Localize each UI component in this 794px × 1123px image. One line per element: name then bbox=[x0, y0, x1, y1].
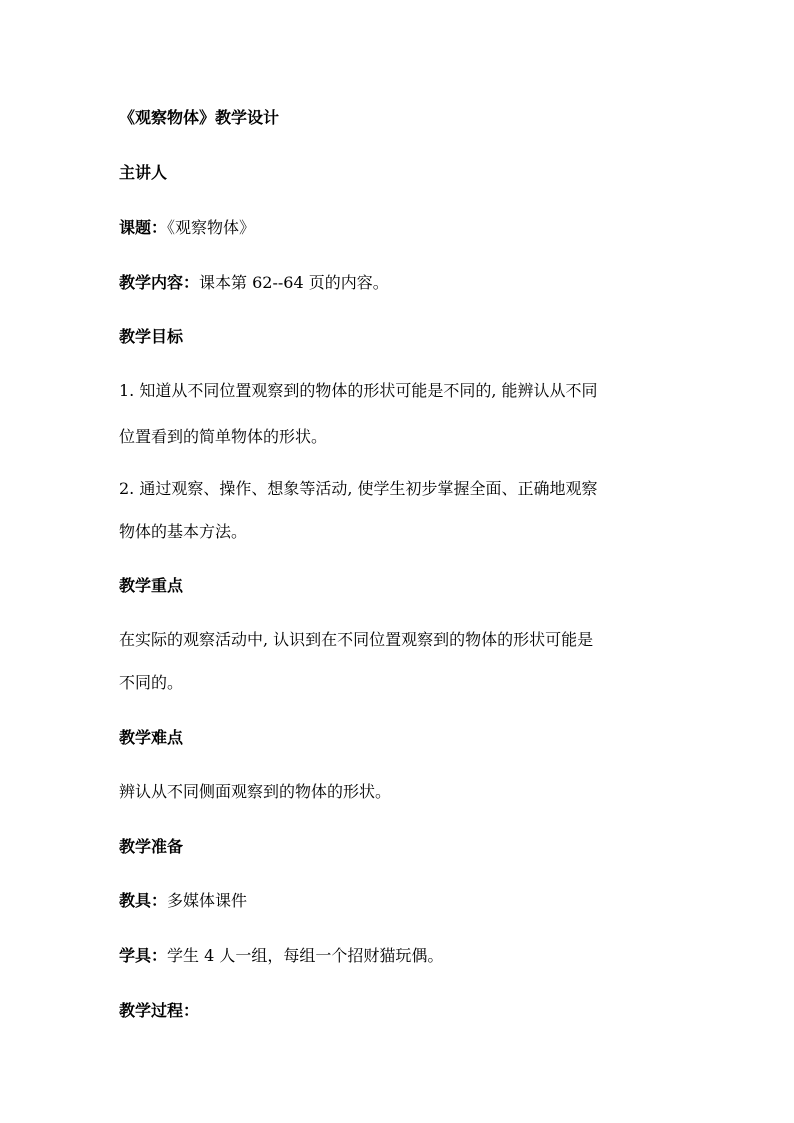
objective-2-line-1: 2. 通过观察、操作、想象等活动, 使学生初步掌握全面、正确地观察 bbox=[119, 479, 598, 498]
learning-aids-line bbox=[119, 946, 689, 966]
topic-line bbox=[119, 218, 689, 238]
content-line bbox=[119, 273, 689, 293]
presenter-label: 主讲人 bbox=[119, 163, 168, 182]
teaching-aids-value: 多媒体课件 bbox=[167, 891, 248, 910]
content-value: 课本第 62--64 页的内容。 bbox=[199, 273, 389, 292]
key-points-line-2: 不同的。 bbox=[119, 673, 184, 692]
difficulty-heading: 教学难点 bbox=[119, 728, 184, 747]
learning-aids-value: 学生 4 人一组，每组一个招财猫玩偶。 bbox=[167, 946, 444, 965]
topic-label: 课题： bbox=[119, 218, 168, 237]
objective-2-line-2: 物体的基本方法。 bbox=[119, 522, 248, 541]
objective-1-line-2: 位置看到的简单物体的形状。 bbox=[119, 427, 328, 446]
preparation-heading: 教学准备 bbox=[119, 837, 184, 856]
teaching-aids-line bbox=[119, 891, 689, 911]
document-title: 《观察物体》教学设计 bbox=[119, 108, 280, 127]
key-points-line-1: 在实际的观察活动中, 认识到在不同位置观察到的物体的形状可能是 bbox=[119, 630, 594, 649]
key-points-heading: 教学重点 bbox=[119, 576, 184, 595]
objectives-heading: 教学目标 bbox=[119, 327, 184, 346]
process-heading: 教学过程： bbox=[119, 1001, 200, 1020]
teaching-aids-label: 教具： bbox=[119, 891, 168, 910]
topic-value: 《观察物体》 bbox=[167, 218, 256, 237]
learning-aids-label: 学具： bbox=[119, 946, 168, 965]
content-label: 教学内容： bbox=[119, 273, 200, 292]
difficulty-text: 辨认从不同侧面观察到的物体的形状。 bbox=[119, 782, 392, 801]
objective-1-line-1: 1. 知道从不同位置观察到的物体的形状可能是不同的, 能辨认从不同 bbox=[119, 381, 598, 400]
